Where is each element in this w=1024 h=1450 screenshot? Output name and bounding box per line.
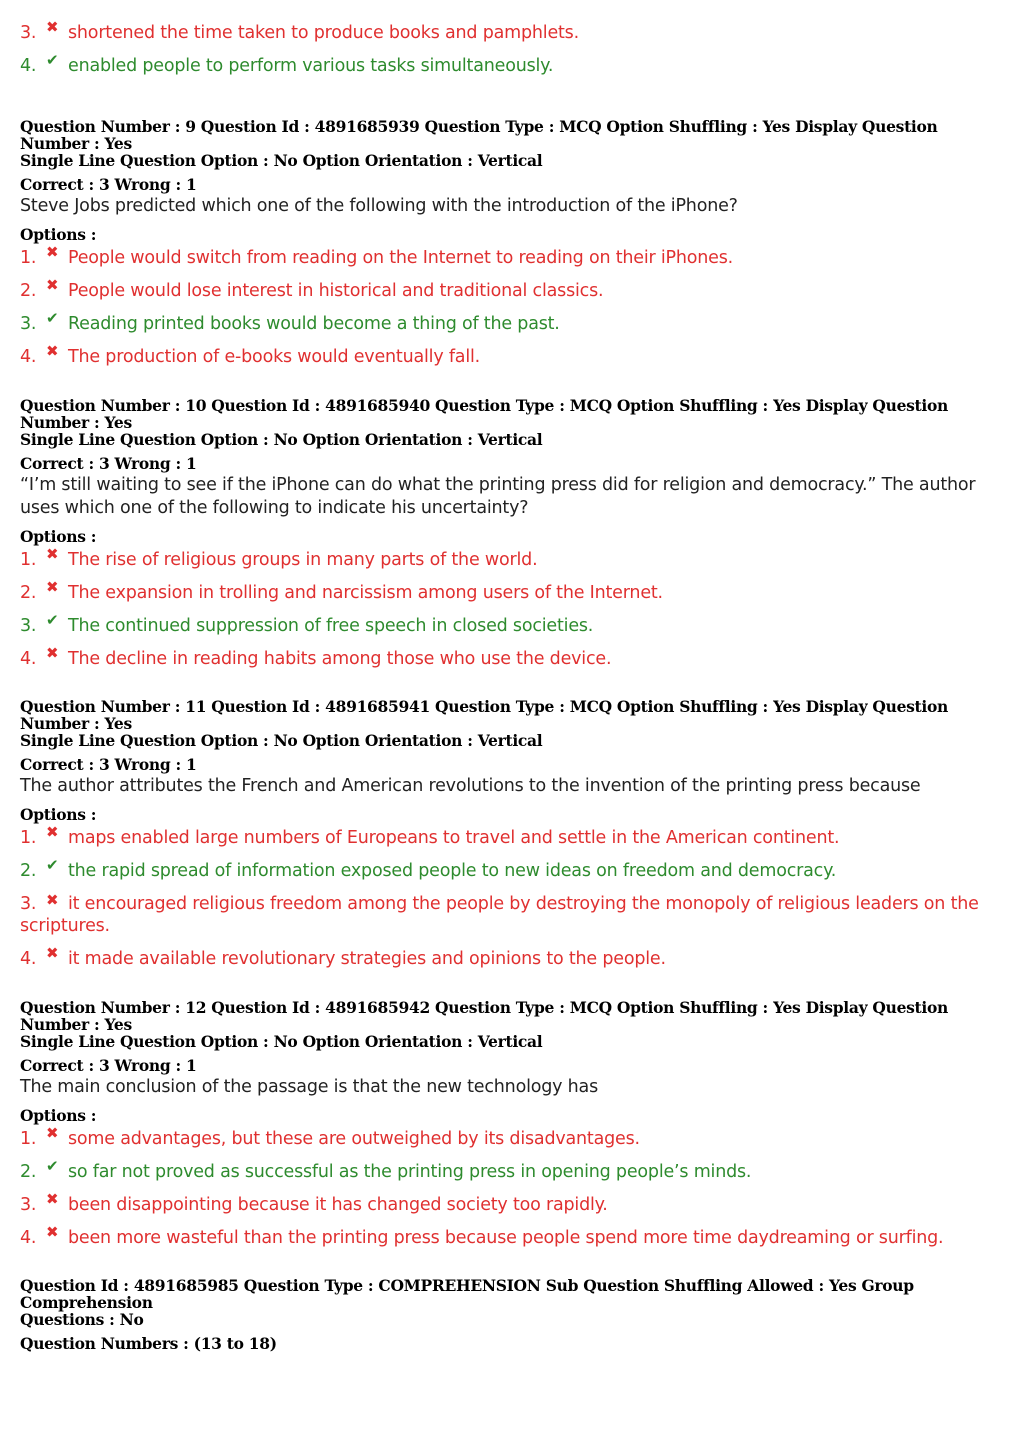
option-text: shortened the time taken to produce books and pamphlets. <box>68 23 579 43</box>
option-text: some advantages, but these are outweighed by its disadvantages. <box>68 1129 640 1149</box>
option-number: 2. <box>20 281 37 301</box>
option-3 <box>20 1190 1005 1227</box>
option-text: so far not proved as successful as the printing press in opening people’s minds. <box>68 1162 752 1182</box>
option-number: 1. <box>20 828 37 848</box>
option-1 <box>20 243 1005 280</box>
option-number: 2. <box>20 861 37 881</box>
option-text: been more wasteful than the printing press because people spend more time daydreaming or surfing. <box>68 1228 944 1248</box>
option-number: 3. <box>20 616 37 636</box>
option-number: 3. <box>20 1195 37 1215</box>
option-number: 1. <box>20 550 37 570</box>
check-icon: ✔ <box>46 856 59 874</box>
question-10 <box>20 397 1005 681</box>
option-text: The continued suppression of free speech in closed societies. <box>68 616 594 636</box>
question-meta-2: Single Line Question Option : No Option Orientation : Vertical <box>20 1032 543 1051</box>
question-text: The author attributes the French and American revolutions to the invention of the printing press because <box>20 776 921 796</box>
option-2 <box>20 856 1005 893</box>
option-1 <box>20 823 1005 860</box>
check-icon: ✔ <box>46 1157 59 1175</box>
cross-icon: ✖ <box>46 243 59 261</box>
q8-options <box>20 18 1005 88</box>
score-info: Correct : 3 Wrong : 1 <box>20 454 197 473</box>
option-text: maps enabled large numbers of Europeans to travel and settle in the American continent. <box>68 828 840 848</box>
option-4 <box>20 944 1005 981</box>
option-1 <box>20 545 1005 582</box>
question-meta-2: Single Line Question Option : No Option Orientation : Vertical <box>20 731 543 750</box>
option-number: 1. <box>20 1129 37 1149</box>
option-text: People would switch from reading on the Internet to reading on their iPhones. <box>68 248 734 268</box>
option-2 <box>20 276 1005 313</box>
comprehension-meta: Question Id : 4891685985 Question Type : COMPREHENSION Sub Question Shuffling Allowed : Yes Group Comprehension <box>20 1276 914 1312</box>
question-meta-2: Single Line Question Option : No Option Orientation : Vertical <box>20 151 543 170</box>
cross-icon: ✖ <box>46 545 59 563</box>
cross-icon: ✖ <box>46 1190 59 1208</box>
option-3 <box>20 309 1005 346</box>
option-number: 2. <box>20 1162 37 1182</box>
option-4 <box>20 342 1005 379</box>
option-number: 1. <box>20 248 37 268</box>
cross-icon: ✖ <box>46 944 59 962</box>
cross-icon: ✖ <box>46 1124 59 1142</box>
options-label: Options : <box>20 805 97 824</box>
option-text: the rapid spread of information exposed people to new ideas on freedom and democracy. <box>68 861 837 881</box>
option-4 <box>20 1223 1005 1260</box>
option-q8-3 <box>20 18 1005 55</box>
option-text: it made available revolutionary strategies and opinions to the people. <box>68 949 666 969</box>
question-meta: Question Number : 12 Question Id : 4891685942 Question Type : MCQ Option Shuffling : Yes Display Question Number : Yes <box>20 998 949 1034</box>
option-1 <box>20 1124 1005 1161</box>
question-text: The main conclusion of the passage is that the new technology has <box>20 1077 599 1097</box>
option-number: 4. <box>20 1228 37 1248</box>
option-number: 2. <box>20 583 37 603</box>
option-number: 4. <box>20 949 37 969</box>
score-info: Correct : 3 Wrong : 1 <box>20 1056 197 1075</box>
score-info: Correct : 3 Wrong : 1 <box>20 175 197 194</box>
question-meta: Question Number : 11 Question Id : 4891685941 Question Type : MCQ Option Shuffling : Yes Display Question Number : Yes <box>20 697 949 733</box>
question-11 <box>20 698 1005 981</box>
cross-icon: ✖ <box>46 18 59 36</box>
option-text: The expansion in trolling and narcissism among users of the Internet. <box>68 583 663 603</box>
question-text: “I’m still waiting to see if the iPhone can do what the printing press did for religion and democracy.” The author uses which one of the following to indicate his uncertainty? <box>20 475 976 518</box>
option-text: People would lose interest in historical and traditional classics. <box>68 281 604 301</box>
question-text: Steve Jobs predicted which one of the following with the introduction of the iPhone? <box>20 196 738 216</box>
cross-icon: ✖ <box>46 823 59 841</box>
comprehension-block <box>20 1277 1005 1352</box>
option-3 <box>20 611 1005 648</box>
option-number: 4. <box>20 56 37 76</box>
cross-icon: ✖ <box>46 276 59 294</box>
option-number: 3. <box>20 23 37 43</box>
option-number: 3. <box>20 894 37 914</box>
option-text: Reading printed books would become a thing of the past. <box>68 314 560 334</box>
cross-icon: ✖ <box>46 1223 59 1241</box>
question-numbers: Question Numbers : (13 to 18) <box>20 1334 277 1353</box>
option-4 <box>20 644 1005 681</box>
option-2 <box>20 578 1005 615</box>
option-text: The decline in reading habits among those who use the device. <box>68 649 612 669</box>
question-meta: Question Number : 10 Question Id : 4891685940 Question Type : MCQ Option Shuffling : Yes Display Question Number : Yes <box>20 396 949 432</box>
option-2 <box>20 1157 1005 1194</box>
option-text: enabled people to perform various tasks simultaneously. <box>68 56 554 76</box>
question-12 <box>20 999 1005 1260</box>
option-text: it encouraged religious freedom among the people by destroying the monopoly of religious leaders on the scriptures. <box>20 894 979 936</box>
cross-icon: ✖ <box>46 578 59 596</box>
cross-icon: ✖ <box>46 891 59 909</box>
question-meta-2: Single Line Question Option : No Option Orientation : Vertical <box>20 430 543 449</box>
check-icon: ✔ <box>46 611 59 629</box>
options-label: Options : <box>20 527 97 546</box>
option-text: The rise of religious groups in many parts of the world. <box>68 550 538 570</box>
check-icon: ✔ <box>46 309 59 327</box>
cross-icon: ✖ <box>46 644 59 662</box>
option-number: 4. <box>20 649 37 669</box>
question-meta: Question Number : 9 Question Id : 4891685939 Question Type : MCQ Option Shuffling : Yes Display Question Number : Yes <box>20 117 938 153</box>
option-q8-4 <box>20 51 1005 88</box>
options-label: Options : <box>20 225 97 244</box>
option-number: 3. <box>20 314 37 334</box>
score-info: Correct : 3 Wrong : 1 <box>20 755 197 774</box>
options-label: Options : <box>20 1106 97 1125</box>
question-9 <box>20 118 1005 379</box>
option-text: been disappointing because it has changed society too rapidly. <box>68 1195 608 1215</box>
comprehension-meta-2: Questions : No <box>20 1310 144 1329</box>
cross-icon: ✖ <box>46 342 59 360</box>
option-3 <box>20 893 1005 948</box>
option-number: 4. <box>20 347 37 367</box>
option-text: The production of e-books would eventually fall. <box>68 347 481 367</box>
check-icon: ✔ <box>46 51 59 69</box>
